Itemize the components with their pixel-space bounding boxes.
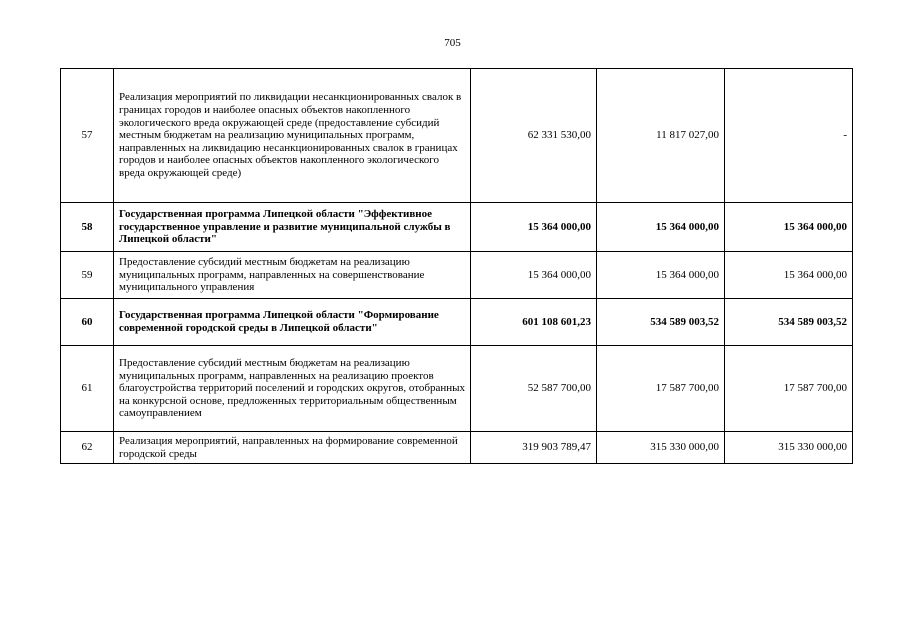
row-number: 61 [61, 346, 114, 432]
row-amount-2: 11 817 027,00 [597, 69, 725, 203]
row-amount-2: 315 330 000,00 [597, 432, 725, 464]
table-row [61, 346, 853, 432]
page-number: 705 [444, 37, 461, 49]
row-description: Предоставление субсидий местным бюджетам на реализацию муниципальных программ, направленных на реализацию проектов благоустройства территорий поселений и городских округов, отобранных на конкурсной основе, предложенных территориальным общественным самоуправлением [114, 346, 471, 432]
budget-table [60, 68, 853, 464]
table-row [61, 69, 853, 203]
row-amount-3: 15 364 000,00 [725, 252, 853, 299]
row-amount-1: 15 364 000,00 [471, 252, 597, 299]
row-description: Реализация мероприятий, направленных на формирование современной городской среды [114, 432, 471, 464]
row-description: Государственная программа Липецкой области "Формирование современной городской среды в Липецкой области" [114, 299, 471, 346]
row-amount-2: 17 587 700,00 [597, 346, 725, 432]
row-amount-1: 319 903 789,47 [471, 432, 597, 464]
row-number: 60 [61, 299, 114, 346]
table-row [61, 203, 853, 252]
row-amount-2: 534 589 003,52 [597, 299, 725, 346]
row-amount-2: 15 364 000,00 [597, 203, 725, 252]
row-amount-1: 52 587 700,00 [471, 346, 597, 432]
row-amount-2: 15 364 000,00 [597, 252, 725, 299]
table-row [61, 252, 853, 299]
row-description: Реализация мероприятий по ликвидации несанкционированных свалок в границах городов и наиболее опасных объектов накопленного экологического вреда окружающей среде (предоставление субсидий местным бюджетам на реализацию муниципальных программ, направленных на ликвидацию несанкционированных свалок в границах городов и наиболее опасных объектов накопленного экологического вреда окружающей среде) [114, 69, 471, 203]
row-number: 58 [61, 203, 114, 252]
row-amount-3: 534 589 003,52 [725, 299, 853, 346]
row-amount-1: 62 331 530,00 [471, 69, 597, 203]
table-row [61, 299, 853, 346]
table-row [61, 432, 853, 464]
row-number: 59 [61, 252, 114, 299]
row-number: 57 [61, 69, 114, 203]
row-amount-3: - [725, 69, 853, 203]
row-amount-3: 315 330 000,00 [725, 432, 853, 464]
row-description: Предоставление субсидий местным бюджетам на реализацию муниципальных программ, направленных на совершенствование муниципального управления [114, 252, 471, 299]
row-amount-1: 15 364 000,00 [471, 203, 597, 252]
row-amount-3: 17 587 700,00 [725, 346, 853, 432]
row-amount-1: 601 108 601,23 [471, 299, 597, 346]
row-description: Государственная программа Липецкой области "Эффективное государственное управление и развитие муниципальной службы в Липецкой области" [114, 203, 471, 252]
row-number: 62 [61, 432, 114, 464]
row-amount-3: 15 364 000,00 [725, 203, 853, 252]
